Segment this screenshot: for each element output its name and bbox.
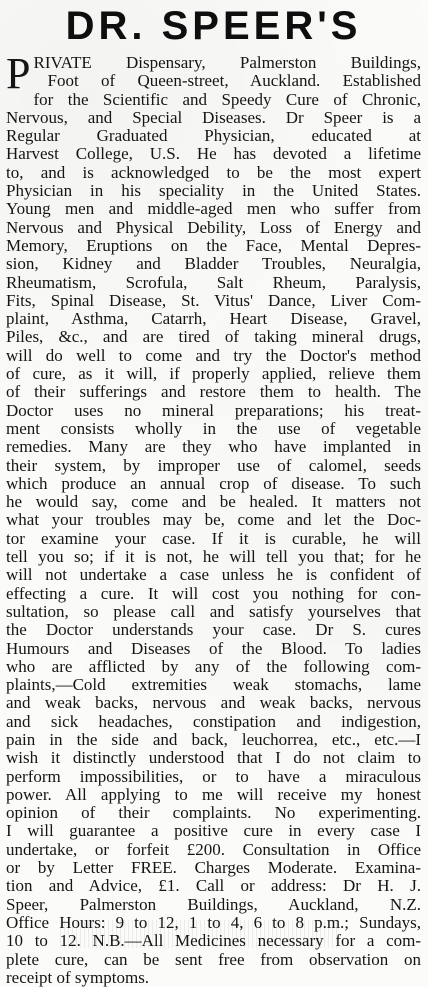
body-line: Office Hours: 9 to 12, 1 to 4, 6 to 8 p.m.; Sundays, [6, 913, 421, 932]
body-line: RIVATE Dispensary, Palmerston Buildings, [33, 54, 421, 72]
body-line: will not undertake a case unless he is confident of [6, 566, 421, 585]
body-line: what your troubles may be, come and let the Doc- [6, 511, 421, 530]
body-line: Memory, Eruptions on the Face, Mental Depres- [6, 236, 421, 255]
body-line: Fits, Spinal Disease, St. Vitus' Dance, Liver Com- [6, 291, 421, 310]
body-line: he would say, come and be healed. It matters not [6, 493, 421, 512]
body-line: tor examine your case. If it is curable, he will [6, 529, 421, 548]
body-line: power. All applying to me will receive my honest [6, 785, 421, 804]
body-line: I will guarantee a positive cure in every case I [6, 822, 421, 841]
body-line: Rheumatism, Scrofula, Salt Rheum, Paralysis, [6, 273, 421, 292]
body-line: plete cure, can be sent free from observation on [6, 950, 421, 969]
body-line: opinion of their complaints. No experimenting. [6, 804, 421, 823]
body-line: Foot of Queen-street, Auckland. Established [47, 72, 421, 91]
body-line: Doctor uses no mineral preparations; his treat- [6, 401, 421, 420]
body-line: or by Letter FREE. Charges Moderate. Examina- [6, 859, 421, 878]
body-line: which produce an annual crop of disease. To such [6, 474, 421, 493]
body-line: Regular Graduated Physician, educated at [6, 127, 421, 146]
body-line: receipt of symptoms. [6, 968, 150, 987]
body-line: their system, by improper use of calomel, seeds [6, 456, 421, 475]
body-line: effecting a cure. It will cost you nothing for con- [6, 584, 421, 603]
body-line: Young men and middle-aged men who suffer from [6, 200, 421, 219]
print-smudge [60, 920, 340, 948]
body-line: wish it distinctly understood that I do not claim to [6, 749, 421, 768]
body-line: plaints,—Cold extremities weak stomachs, lame [6, 676, 421, 695]
body-line: Physician in his speciality in the United States. [6, 182, 421, 201]
body-line: sion, Kidney and Bladder Troubles, Neuralgia, [6, 255, 421, 274]
body-line: undertake, or forfeit £200. Consultation in Office [6, 840, 421, 859]
body-line: Piles, &c., and are tired of taking mineral drugs, [6, 328, 421, 347]
body-line: Humours and Diseases of the Blood. To ladies [6, 639, 421, 658]
body-line: will do well to come and try the Doctor's method [6, 346, 421, 365]
body-line: of cure, as it will, if properly applied, relieve them [6, 365, 421, 384]
drop-cap-letter: P [6, 49, 31, 98]
body-line: the Doctor understands your case. Dr S. cures [6, 621, 421, 640]
body-line: to, and is acknowledged to be the most expert [6, 163, 421, 182]
body-line: and sick headaches, constipation and indigestion, [6, 712, 421, 731]
body-line: perform impossibilities, or to have a miraculous [6, 767, 421, 786]
body-line: remedies. Many are they who have implanted in [6, 438, 421, 457]
body-line: ment consists wholly in the use of vegetable [6, 419, 421, 438]
body-line: who are afflicted by any of the following com- [6, 657, 421, 676]
body-line: of their sufferings and restore them to health. The [6, 383, 421, 402]
body-line: tell you so; if it is not, he will tell you that; for he [6, 548, 421, 567]
body-line: pain in the side and back, leuchorrea, etc., etc.—I [6, 730, 421, 749]
body-line: Nervous, and Special Diseases. Dr Speer is a [6, 108, 421, 127]
advert-headline: DR. SPEER'S [65, 4, 362, 48]
body-line: and weak backs, nervous and weak backs, nervous [6, 694, 421, 713]
body-line: Harvest College, U.S. He has devoted a lifetime [6, 145, 421, 164]
body-line: Nervous and Physical Debility, Loss of Energy and [6, 218, 421, 237]
advert-body [6, 49, 421, 987]
body-line: 10 to 12. N.B.—All Medicines necessary for a com- [6, 932, 421, 951]
body-line: tion and Advice, £1. Call or address: Dr H. J. [6, 877, 421, 896]
body-line: Speer, Palmerston Buildings, Auckland, N.Z. [6, 895, 421, 914]
body-line: plaint, Asthma, Catarrh, Heart Disease, Gravel, [6, 310, 421, 329]
body-line: sultation, so please call and satisfy yourselves that [6, 602, 421, 621]
body-line: for the Scientific and Speedy Cure of Chronic, [33, 90, 421, 109]
